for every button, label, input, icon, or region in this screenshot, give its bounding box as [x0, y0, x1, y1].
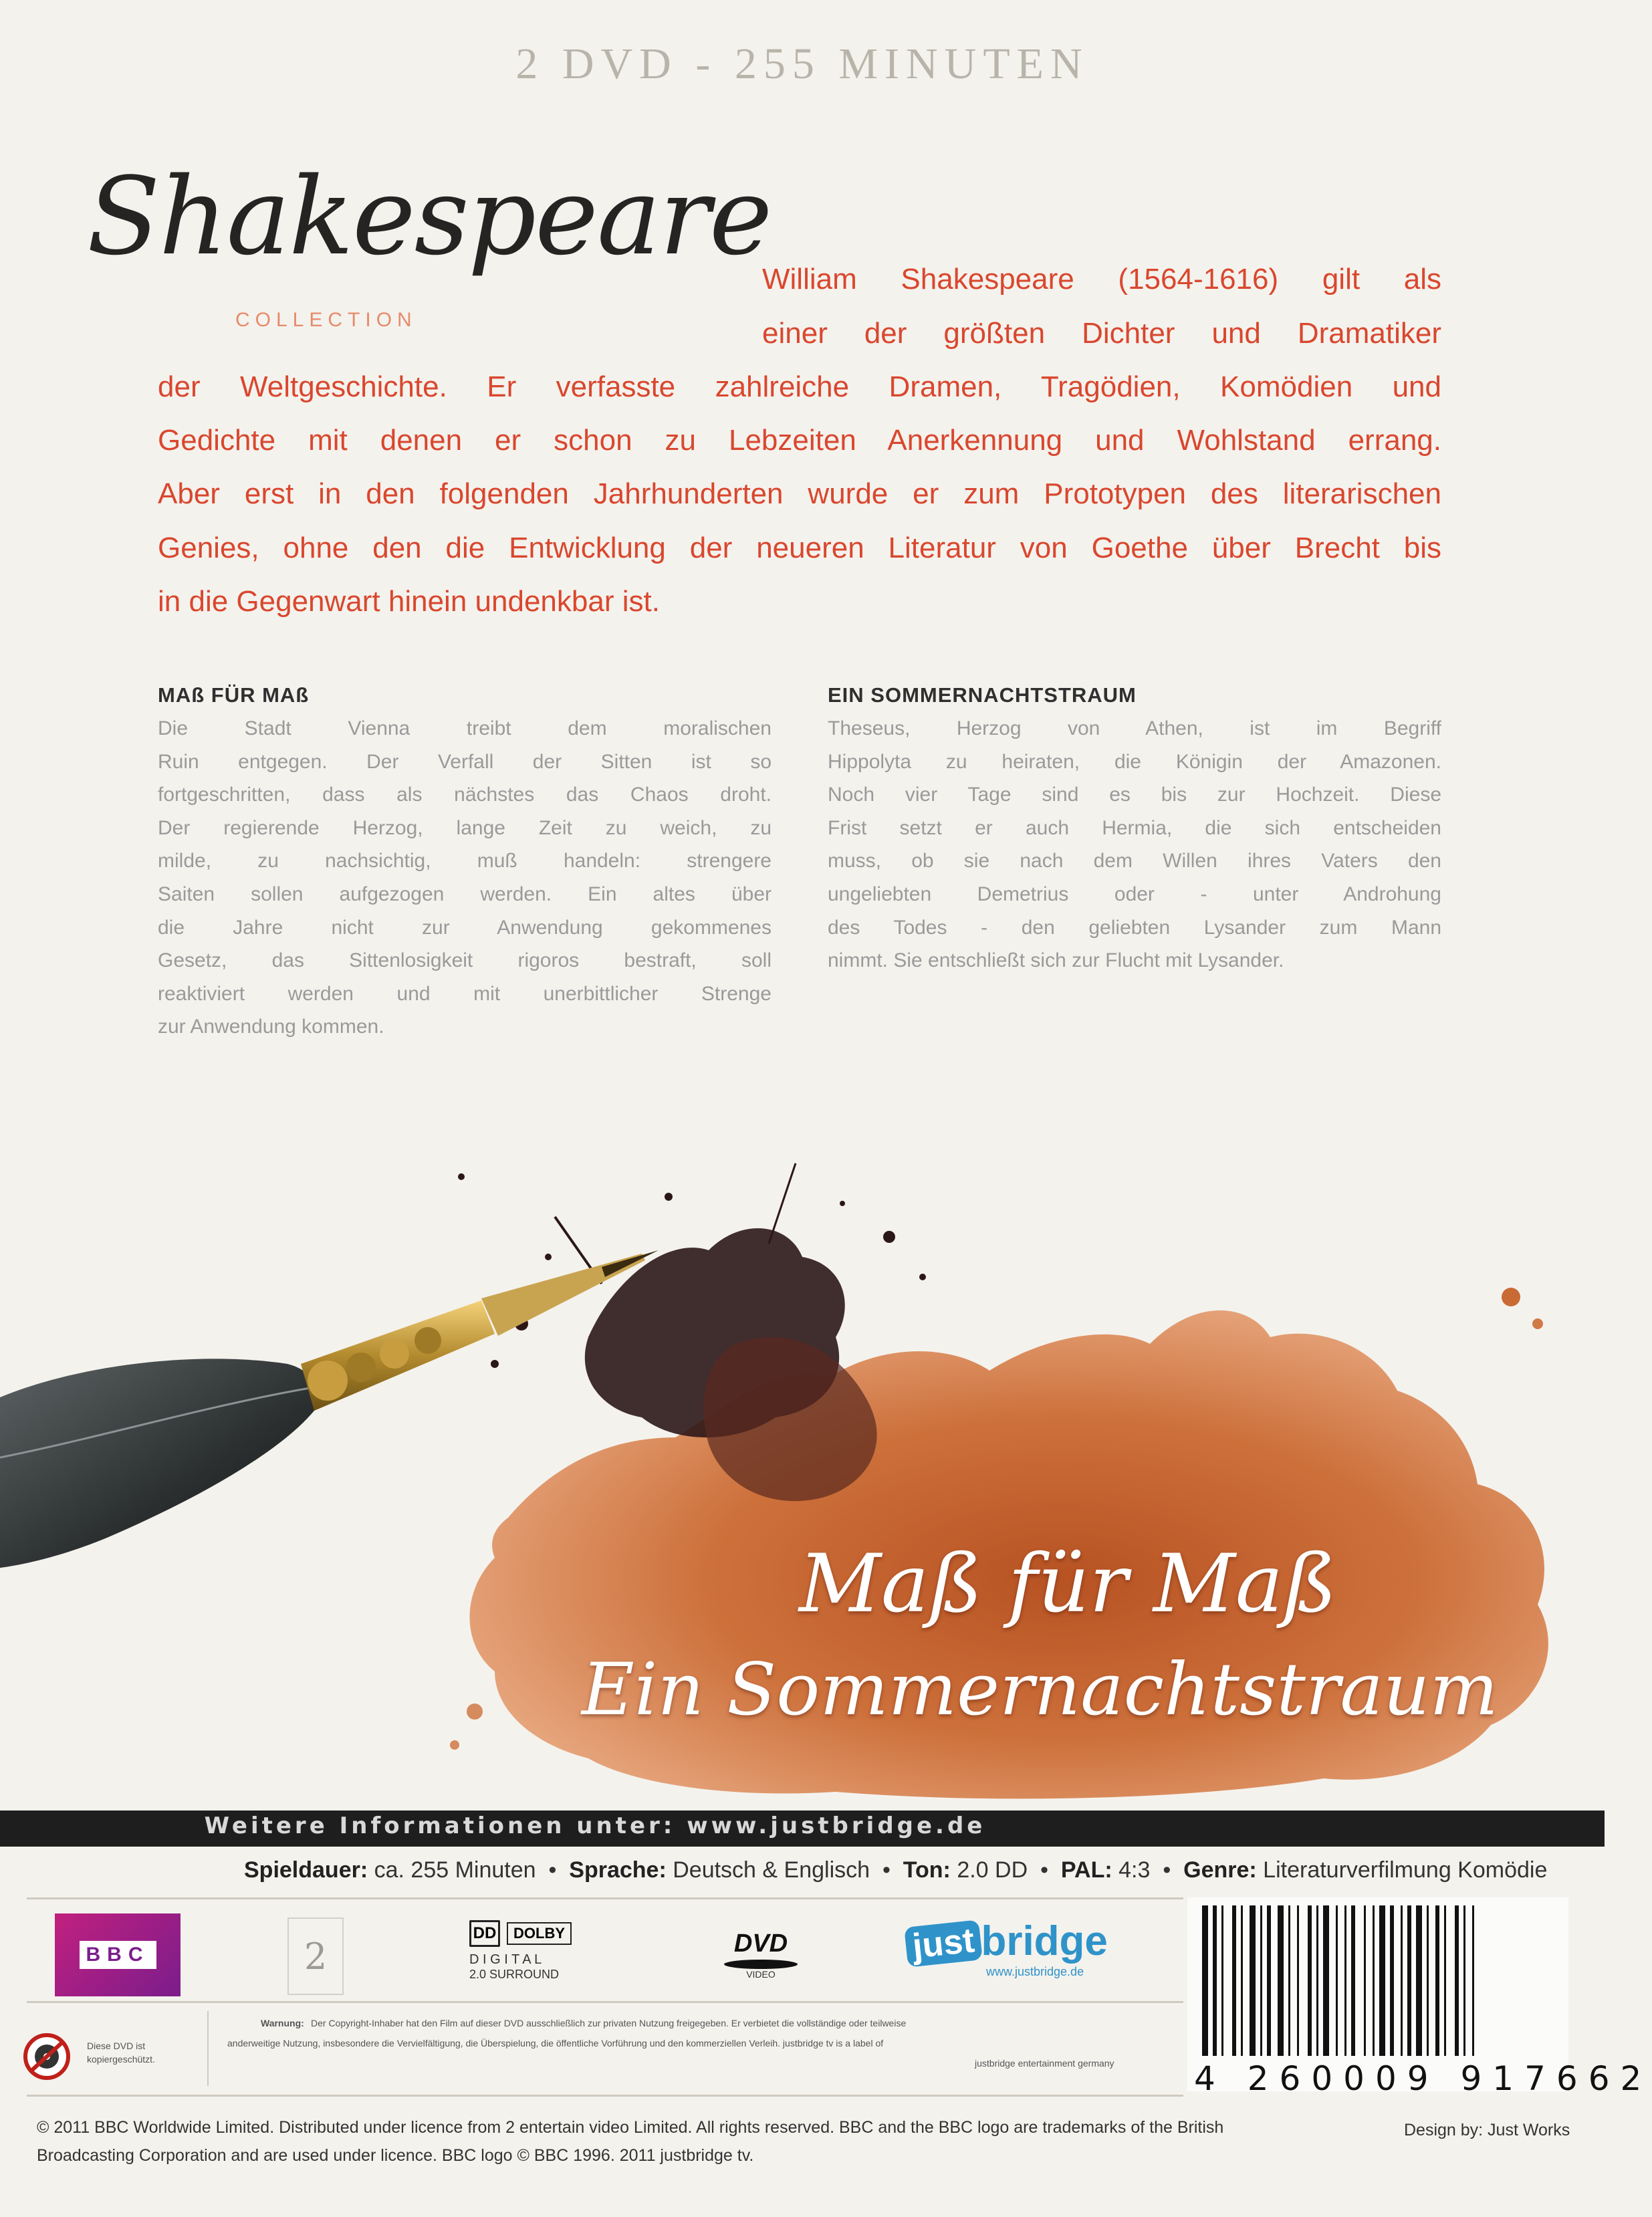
- synopsis-title-mass: MAß FÜR MAß: [158, 683, 310, 707]
- synopsis-line: Ruin entgegen. Der Verfall der Sitten ist so: [158, 750, 772, 773]
- barcode-bar: [1278, 1905, 1284, 2056]
- copy-protection-icon: [20, 2030, 74, 2083]
- barcode-bar: [1344, 1905, 1346, 2056]
- barcode-bar: [1241, 1905, 1243, 2056]
- barcode-bar: [1427, 1905, 1429, 2056]
- barcode-bar: [1232, 1905, 1236, 2056]
- synopsis-line: Frist setzt er auch Hermia, die sich entscheiden: [828, 816, 1441, 839]
- barcode-bar: [1221, 1905, 1223, 2056]
- intro-line: Genies, ohne den die Entwicklung der neueren Literatur von Goethe über Brecht bis: [158, 532, 1441, 564]
- bbc-logo-text: BBC: [80, 1941, 156, 1969]
- barcode-bar: [1336, 1905, 1338, 2056]
- synopsis-line: Saiten sollen aufgezogen werden. Ein altes über: [158, 883, 772, 905]
- copyright-line: Broadcasting Corporation and are used under licence. BBC logo © BBC 1996. 2011 justbridge tv.: [37, 2146, 754, 2165]
- synopsis-line: Noch vier Tage sind es bis zur Hochzeit. Diese: [828, 784, 1441, 806]
- dolby-digital-label: D I G I T A L: [469, 1952, 542, 1967]
- genre-value: Literaturverfilmung Komödie: [1263, 1857, 1548, 1883]
- dolby-digital-logo: [469, 1920, 603, 1995]
- format-label: 2 DVD - 255 MINUTEN: [515, 39, 1089, 88]
- genre-label: Genre:: [1183, 1857, 1257, 1883]
- synopsis-line: des Todes - den geliebten Lysander zum Mann: [828, 916, 1441, 939]
- dolby-surround-label: 2.0 SURROUND: [469, 1968, 560, 1981]
- intro-line: Aber erst in den folgenden Jahrhunderten wurde er zum Prototypen des literarischen: [158, 477, 1441, 510]
- warning-line: justbridge entertainment germany: [975, 2058, 1114, 2069]
- dolby-box-label: DOLBY: [507, 1922, 572, 1945]
- intro-line: der Weltgeschichte. Er verfasste zahlreiche Dramen, Tragödien, Komödien und: [158, 370, 1441, 403]
- dvd-logo-text: DVD: [733, 1930, 788, 1958]
- barcode-bar: [1316, 1905, 1318, 2056]
- synopsis-line: Die Stadt Vienna treibt dem moralischen: [158, 717, 772, 739]
- justbridge-just-label: just: [904, 1919, 983, 1967]
- barcode-bar: [1390, 1905, 1394, 2056]
- synopsis-line: Gesetz, das Sittenlosigkeit rigoros bestraft, soll: [158, 949, 772, 972]
- duration-value: ca. 255 Minuten: [374, 1857, 536, 1883]
- barcode-bar: [1416, 1905, 1422, 2056]
- warning-line: Der Copyright-Inhaber hat den Film auf dieser DVD ausschließlich zur privaten Nutzung freigegeben. Er verbietet die vollständige oder teilweise: [311, 2018, 907, 2028]
- copy-protection-line: kopiergeschützt.: [87, 2054, 155, 2065]
- intro-line: in die Gegenwart hinein undenkbar ist.: [158, 585, 660, 618]
- warning-line: anderweitige Nutzung, insbesondere die Vervielfältigung, die Überspielung, die öffentliche Vorführung und den kommerziellen Verleih. justbridge tv is a label of: [227, 2038, 884, 2049]
- warning-label: Warnung:: [261, 2018, 304, 2028]
- language-value: Deutsch & Englisch: [673, 1857, 870, 1883]
- barcode-bar: [1472, 1905, 1474, 2056]
- synopsis-line: Der regierende Herzog, lange Zeit zu weich, zu: [158, 816, 772, 839]
- copyright-line: © 2011 BBC Worldwide Limited. Distributed under licence from 2 entertain video Limited. All rights reserved. BBC and the BBC logo are trademarks of the British: [37, 2118, 1224, 2137]
- barcode-bar: [1202, 1905, 1208, 2056]
- intro-line: einer der größten Dichter und Dramatiker: [762, 317, 1441, 350]
- divider: [27, 2095, 1183, 2097]
- synopsis-line: Theseus, Herzog von Athen, ist im Begriff: [828, 717, 1441, 739]
- barcode-bar: [1288, 1905, 1290, 2056]
- design-credit: Design by: Just Works: [1404, 2121, 1570, 2139]
- spec-row: [244, 1857, 1547, 1883]
- copy-protection-line: Diese DVD ist: [87, 2040, 146, 2051]
- separator: •: [882, 1857, 891, 1883]
- collection-label: COLLECTION: [235, 309, 417, 331]
- bbc-logo: [55, 1913, 181, 1996]
- justbridge-url: www.justbridge.de: [986, 1965, 1084, 1978]
- intro-line: Gedichte mit denen er schon zu Lebzeiten Anerkennung und Wohlstand errang.: [158, 424, 1441, 457]
- barcode-bar: [1267, 1905, 1271, 2056]
- separator: •: [1163, 1857, 1171, 1883]
- barcode-bar: [1351, 1905, 1355, 2056]
- justbridge-logo: [906, 1917, 1173, 1998]
- synopsis-line: zur Anwendung kommen.: [158, 1016, 384, 1038]
- dvd-video-logo: [721, 1930, 801, 1980]
- dvd-sub-text: VIDEO: [746, 1969, 776, 1980]
- barcode-bar: [1407, 1905, 1411, 2056]
- barcode-bar: [1308, 1905, 1312, 2056]
- synopsis-line: milde, zu nachsichtig, muß handeln: strengere: [158, 850, 772, 872]
- barcode-digits: 4 260009 917662: [1194, 2059, 1652, 2098]
- dvd-disc-icon: [724, 1960, 798, 1969]
- duration-label: Spieldauer:: [244, 1857, 368, 1883]
- separator: •: [1040, 1857, 1048, 1883]
- shakespeare-logo-script: Shakespeare: [87, 154, 772, 279]
- synopsis-line: reaktiviert werden und mit unerbittlicher Strenge: [158, 982, 772, 1005]
- dolby-double-d-icon: DD: [469, 1920, 500, 1947]
- barcode-bar: [1401, 1905, 1403, 2056]
- synopsis-line: Hippolyta zu heiraten, die Königin der Amazonen.: [828, 750, 1441, 773]
- barcode-bar: [1323, 1905, 1329, 2056]
- separator: •: [548, 1857, 557, 1883]
- barcode-bar: [1463, 1905, 1465, 2056]
- justbridge-bridge-label: bridge: [981, 1918, 1108, 1964]
- sound-label: Ton:: [903, 1857, 951, 1883]
- film-title-sommernachtstraum: Ein Sommernachtstraum: [582, 1648, 1498, 1732]
- barcode-bar: [1379, 1905, 1385, 2056]
- language-label: Sprache:: [569, 1857, 667, 1883]
- pal-value: 4:3: [1118, 1857, 1151, 1883]
- barcode-bar: [1297, 1905, 1299, 2056]
- synopsis-title-sommernacht: EIN SOMMERNACHTSTRAUM: [828, 683, 1137, 707]
- barcode-bar: [1364, 1905, 1366, 2056]
- divider: [27, 2001, 1183, 2003]
- synopsis-line: fortgeschritten, dass als nächstes das Chaos droht.: [158, 784, 772, 806]
- intro-line: William Shakespeare (1564-1616) gilt als: [762, 263, 1441, 296]
- barcode-bar: [1213, 1905, 1217, 2056]
- film-title-mass-fuer-mass: Maß für Maß: [799, 1538, 1337, 1631]
- barcode: [1197, 1905, 1564, 2059]
- synopsis-line: ungeliebten Demetrius oder - unter Androhung: [828, 883, 1441, 905]
- pal-label: PAL:: [1060, 1857, 1112, 1883]
- synopsis-line: nimmt. Sie entschließt sich zur Flucht mit Lysander.: [828, 949, 1284, 972]
- barcode-bar: [1435, 1905, 1439, 2056]
- divider: [27, 1897, 1183, 1899]
- two-entertain-logo: 2: [287, 1917, 344, 1995]
- barcode-bar: [1455, 1905, 1459, 2056]
- info-bar-text: Weitere Informationen unter: www.justbridge.de: [204, 1813, 986, 1839]
- synopsis-line: muss, ob sie nach dem Willen ihres Vaters den: [828, 850, 1441, 872]
- barcode-bar: [1250, 1905, 1256, 2056]
- barcode-bar: [1373, 1905, 1375, 2056]
- synopsis-line: die Jahre nicht zur Anwendung gekommenes: [158, 916, 772, 939]
- barcode-bar: [1260, 1905, 1262, 2056]
- barcode-bar: [1444, 1905, 1446, 2056]
- sound-value: 2.0 DD: [957, 1857, 1028, 1883]
